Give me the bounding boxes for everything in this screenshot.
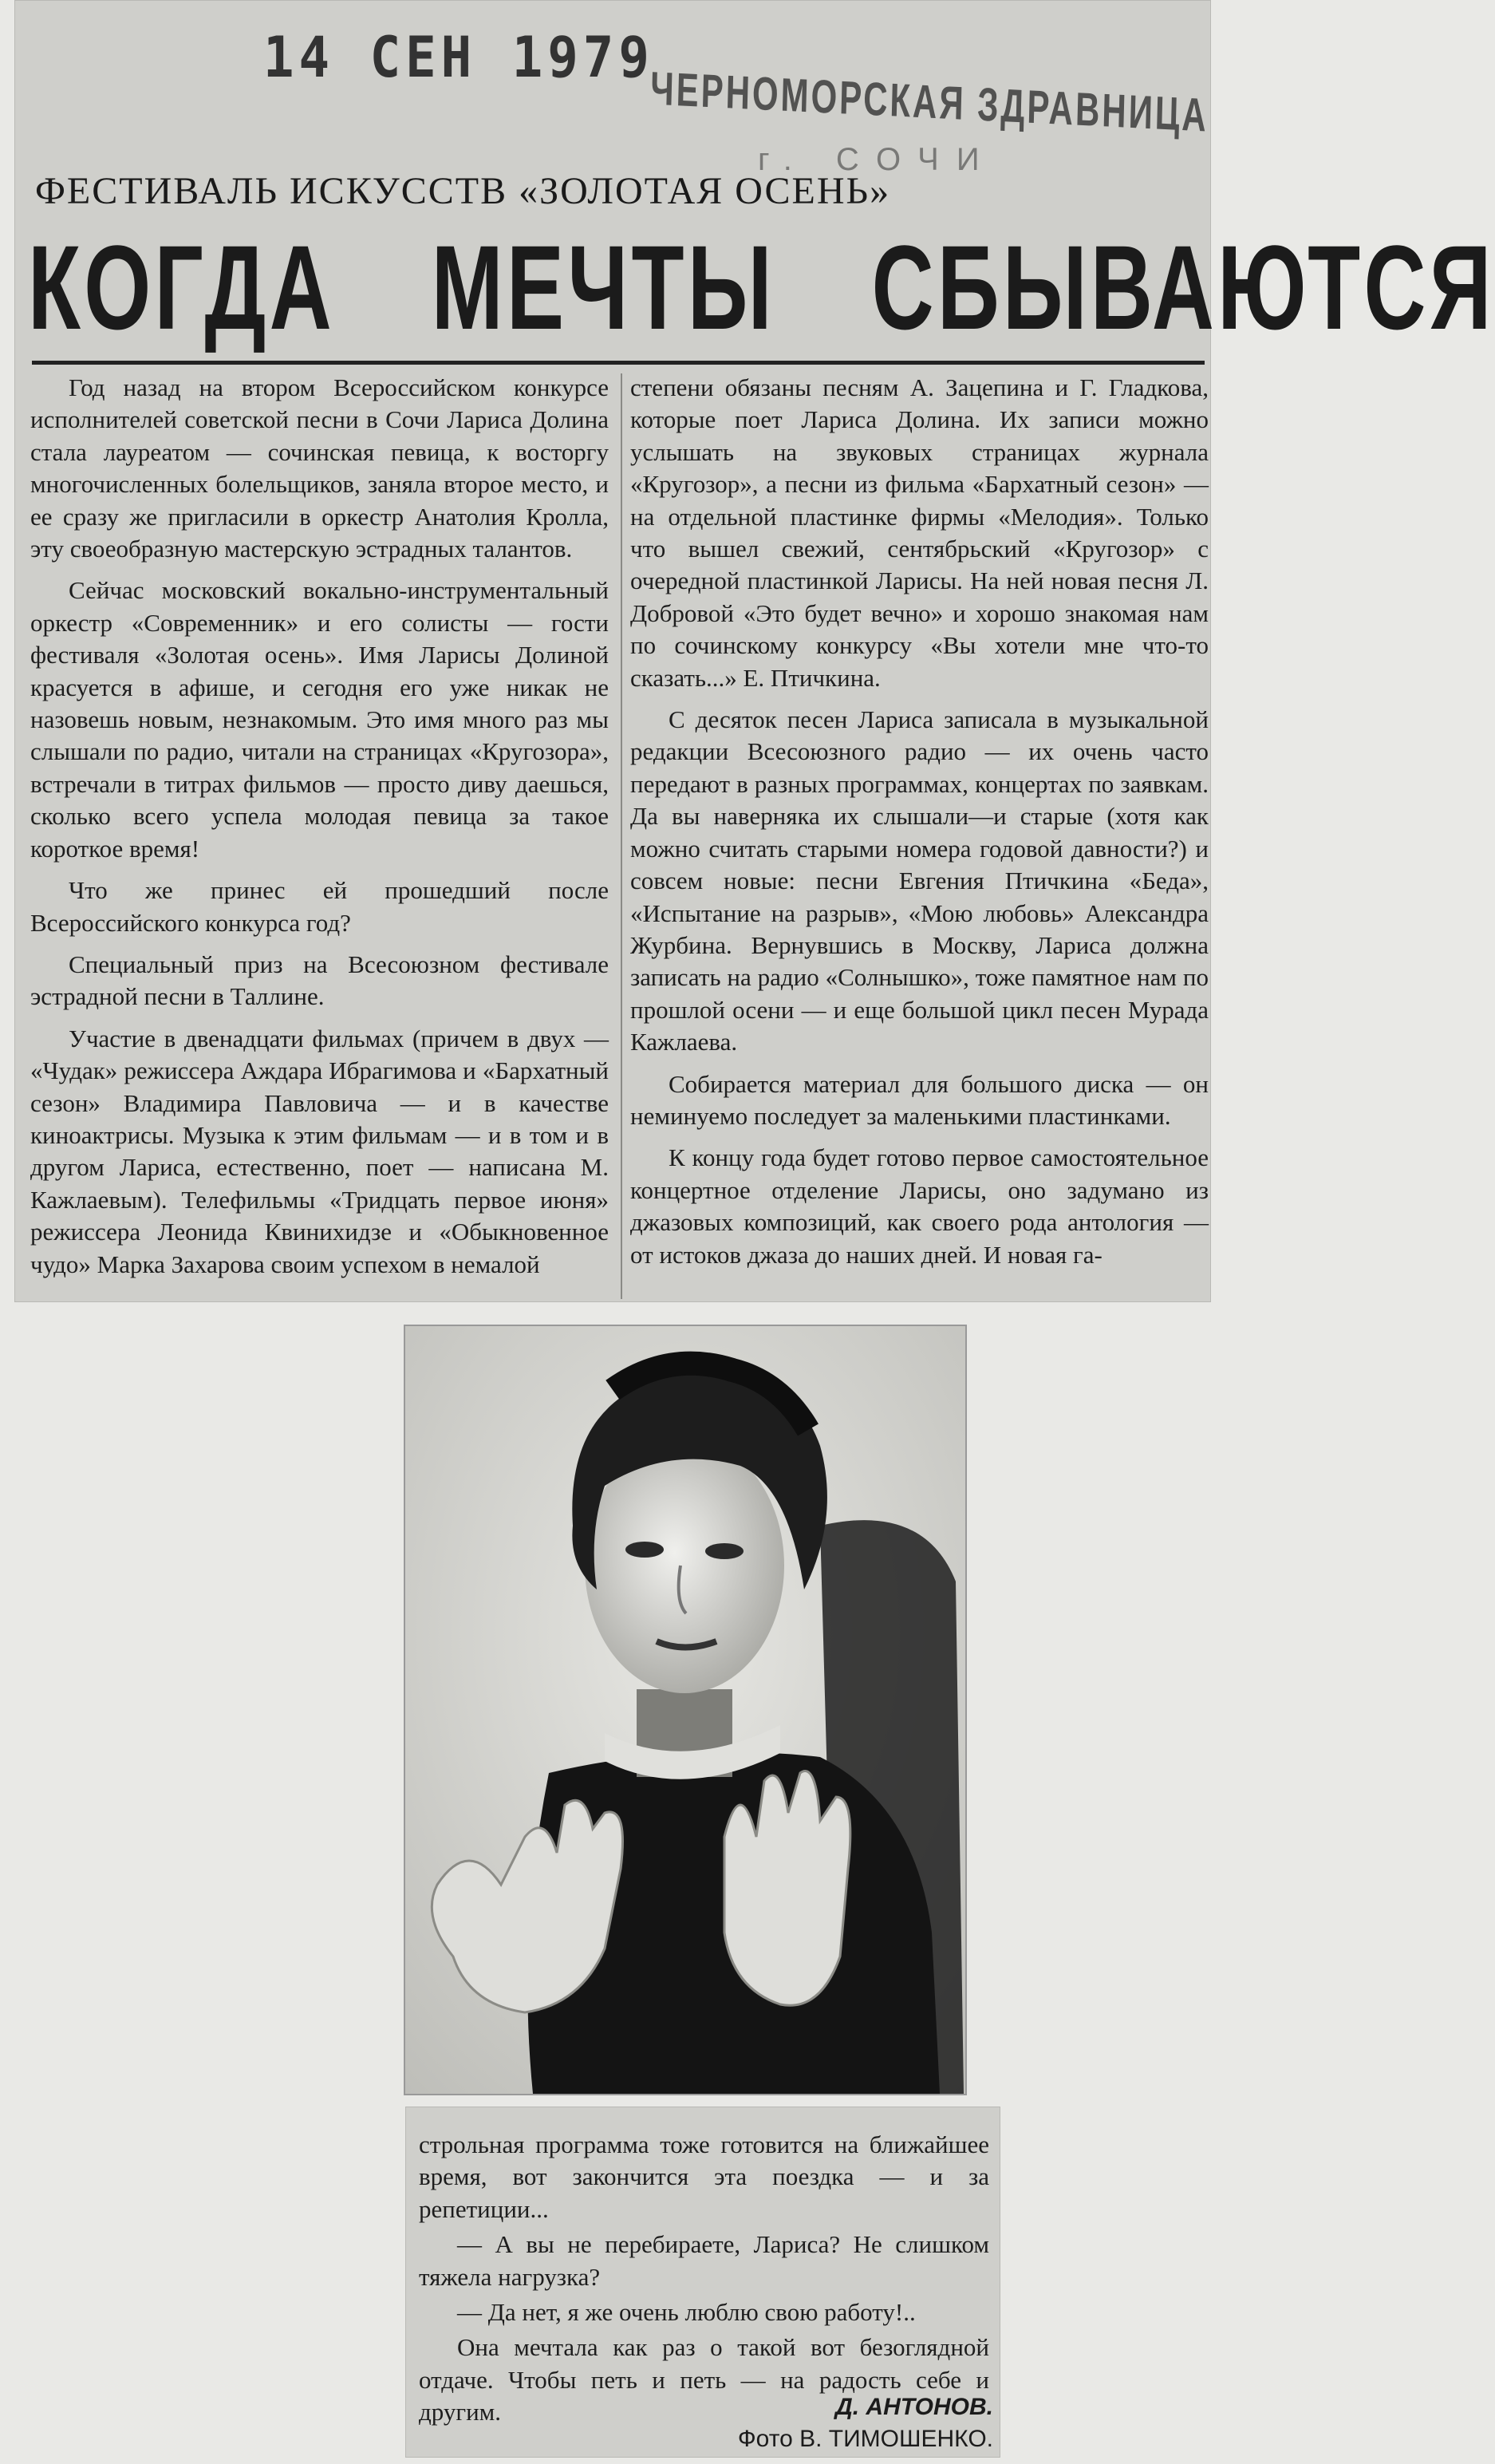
column-divider (621, 373, 622, 1299)
dialogue-line: — Да нет, я же очень люблю свою работу!.. (457, 2298, 916, 2327)
paragraph-continued: степени обязаны песням А. Зацепина и Г. Гладкова, которые поет Лариса Долина. Их записи можно услышать на звуковых страницах журнала «Кругозор», а песни из фильма «Бархатный сезон» — на отдельной пластинке фирмы «Мелодия». Только что вышел свежий, сентябрьский «Кругозор» с очередной пластинкой Ларисы. На ней новая песня Л. Добровой «Это будет вечно» и хорошо знакомая нам по сочинскому конкурсу «Вы хотели мне что-то сказать...» Е. Птичкина. (630, 373, 1209, 692)
paragraph: С десяток песен Лариса записала в музыкальной редакции Всесоюзного радио — их очень часто передают в разных программах, концертах по заявкам. Да вы наверняка их слышали—и старые (хотя как можно считать старыми номера годовой давности?) и совсем новые: песни Евгения Птичкина «Беда», «Испытание на разрыв», «Мою любовь» Александра Журбина. Вернувшись в Москву, Лариса должна записать на радио «Солнышко», тоже памятное нам по прошлой осени — и еще большой цикл песен Мурада Кажлаева. (630, 705, 1209, 1056)
right-column (630, 372, 1209, 1281)
paragraph: Сейчас московский вокально-инструментальный оркестр «Современник» и его солисты — гости фестиваля «Золотая осень». Имя Ларисы Долиной красуется в афише, и сегодня его уже никак не назовешь новым, незнакомым. Это имя много раз мы слышали по радио, читали на страницах «Кругозора», встречали в титрах фильмов — просто диву даешься, сколько всего успела молодая певица за такое короткое время! (30, 576, 609, 863)
left-column (30, 372, 609, 1290)
paragraph: Она мечтала как раз о такой вот безоглядной отдаче. Чтобы петь и петь — на радость себе и другим. (419, 2333, 989, 2426)
paragraph: Специальный приз на Всесоюзном фестивале эстрадной песни в Таллине. (30, 950, 609, 1011)
paragraph-continued: строльная программа тоже готовится на ближайшее время, вот закончится эта поездка — и за репетиции... (419, 2130, 989, 2223)
portrait-illustration (405, 1326, 965, 2094)
portrait-photo (404, 1325, 967, 2095)
headline: КОГДА МЕЧТЫ СБЫВАЮТСЯ (28, 220, 1495, 354)
headline-rule (32, 361, 1205, 365)
newspaper-stamp: ЧЕРНОМОРСКАЯ ЗДРАВНИЦА (649, 61, 1209, 142)
photo-credit: Фото В. ТИМОШЕНКО. (737, 2426, 993, 2452)
paragraph: Собирается материал для большого диска — он неминуемо последует за маленькими пластинками. (630, 1069, 1209, 1130)
dialogue-line: — А вы не перебираете, Лариса? Не слишком тяжела нагрузка? (419, 2230, 989, 2291)
paragraph: К концу года будет готово первое самостоятельное концертное отделение Ларисы, оно задумано из джазовых композиций, как своего рода антология — от истоков джаза до наших дней. И новая га- (630, 1143, 1209, 1269)
author-byline: Д. АНТОНОВ. (835, 2394, 993, 2420)
city-stamp: г. СОЧИ (758, 142, 997, 177)
bottom-column (419, 2129, 989, 2432)
paragraph: Год назад на втором Всероссийском конкурсе исполнителей советской песни в Сочи Лариса Долина стала лауреатом — сочинская певица, к восторгу многочисленных болельщиков, заняла второе место, и ее сразу же пригласили в оркестр Анатолия Кролла, эту своеобразную мастерскую эстрадных талантов. (30, 373, 609, 563)
paragraph: Что же принес ей прошедший после Всероссийского конкурса год? (30, 876, 609, 937)
date-stamp: 14 СЕН 1979 (263, 26, 654, 91)
festival-kicker: ФЕСТИВАЛЬ ИСКУССТВ «ЗОЛОТАЯ ОСЕНЬ» (35, 170, 891, 212)
paragraph: Участие в двенадцати фильмах (причем в двух — «Чудак» режиссера Аждара Ибрагимова и «Бархатный сезон» Владимира Павловича — и в качестве киноактрисы. Музыка к этим фильмам — и в том и в другом Лариса, естественно, поет — написана М. Кажлаевым). Телефильмы «Тридцать первое июня» режиссера Леонида Квинихидзе и «Обыкновенное чудо» Марка Захарова своим успехом в немалой (30, 1024, 609, 1278)
